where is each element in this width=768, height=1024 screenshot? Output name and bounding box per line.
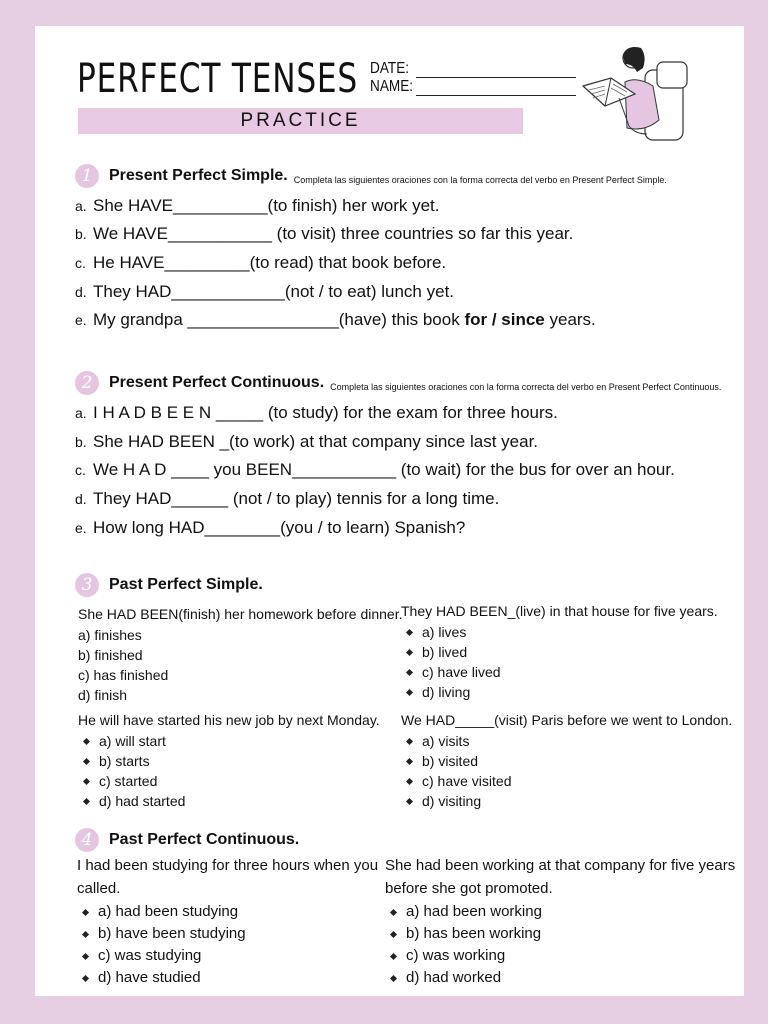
answer-option[interactable]: b) have been studying: [77, 923, 378, 945]
answer-option[interactable]: c) has finished: [78, 667, 169, 683]
answer-option[interactable]: c) was working: [385, 945, 735, 967]
section-3-header: [75, 573, 263, 597]
section-2-instruction: Completa las siguientes oraciones con la forma correcta del verbo en Present Perfect Continuous.: [330, 382, 722, 392]
practice-banner: PRACTICE: [78, 108, 523, 134]
question-block: [78, 710, 380, 811]
exercise-item[interactable]: d. They HAD____________(not / to eat) lunch yet.: [75, 282, 455, 301]
date-name-fields: [370, 60, 576, 96]
section-4-number: 4: [75, 828, 99, 852]
question-block: [77, 855, 378, 989]
question-block: [78, 604, 402, 705]
exercise-item[interactable]: d. They HAD______ (not / to play) tennis for a long time.: [75, 489, 500, 508]
answer-option[interactable]: a) visits: [401, 731, 732, 751]
bullet-icon: [83, 797, 90, 804]
answer-option[interactable]: d) had worked: [385, 967, 735, 989]
exercise-item[interactable]: c. He HAVE_________(to read) that book before.: [75, 253, 447, 272]
question-text-line-1: She had been working at that company for five years: [385, 857, 736, 874]
question-block: [385, 855, 735, 989]
question-text: She HAD BEEN(finish) her homework before dinner.: [78, 606, 403, 622]
question-text-line-2: before she got promoted.: [385, 880, 553, 897]
exercise-item[interactable]: c. We H A D ____ you BEEN___________ (to wait) for the bus for over an hour.: [75, 460, 675, 479]
section-4-title: Past Perfect Continuous.: [109, 831, 300, 848]
answer-option[interactable]: b) finished: [78, 647, 143, 663]
answer-option[interactable]: b) visited: [401, 751, 732, 771]
question-block: [401, 601, 718, 702]
answer-option[interactable]: d) visiting: [401, 791, 732, 811]
section-4-header: [75, 828, 299, 852]
name-label: NAME:: [370, 78, 414, 95]
bullet-icon: [406, 628, 413, 635]
question-text: He will have started his new job by next Monday.: [78, 712, 380, 728]
exercise-item[interactable]: a. She HAVE__________(to finish) her work yet.: [75, 196, 440, 215]
exercise-item[interactable]: e. How long HAD________(you / to learn) Spanish?: [75, 518, 466, 537]
bullet-icon: [82, 952, 89, 959]
bullet-icon: [82, 930, 89, 937]
bullet-icon: [390, 930, 397, 937]
answer-option[interactable]: c) was studying: [77, 945, 378, 967]
answer-option[interactable]: c) started: [78, 771, 380, 791]
answer-option[interactable]: c) have lived: [401, 662, 718, 682]
bullet-icon: [406, 737, 413, 744]
bullet-icon: [406, 777, 413, 784]
bullet-icon: [83, 757, 90, 764]
bullet-icon: [390, 974, 397, 981]
answer-option[interactable]: b) has been working: [385, 923, 735, 945]
bullet-icon: [406, 797, 413, 804]
answer-option[interactable]: d) finish: [78, 687, 128, 703]
bullet-icon: [82, 908, 89, 915]
student-reading-illustration: [575, 42, 705, 142]
answer-option[interactable]: a) will start: [78, 731, 380, 751]
section-3-title: Past Perfect Simple.: [109, 576, 263, 593]
section-1-title: Present Perfect Simple.: [109, 167, 288, 184]
exercise-item[interactable]: e. My grandpa ________________(have) this book for / since years.: [75, 310, 596, 329]
name-field[interactable]: [416, 81, 576, 96]
bullet-icon: [390, 952, 397, 959]
date-field[interactable]: [416, 63, 576, 78]
section-1-instruction: Completa las siguientes oraciones con la forma correcta del verbo en Present Perfect Simple.: [293, 175, 667, 185]
answer-option[interactable]: b) lived: [401, 642, 718, 662]
page-title: PERFECT TENSES: [77, 56, 358, 102]
date-label: DATE:: [370, 60, 410, 77]
answer-option[interactable]: a) had been studying: [77, 901, 378, 923]
section-2-number: 2: [75, 371, 99, 395]
answer-option[interactable]: d) living: [401, 682, 718, 702]
answer-option[interactable]: b) starts: [78, 751, 380, 771]
answer-option[interactable]: c) have visited: [401, 771, 732, 791]
bullet-icon: [406, 757, 413, 764]
question-text: They HAD BEEN_(live) in that house for five years.: [401, 603, 718, 619]
answer-option[interactable]: a) had been working: [385, 901, 735, 923]
bullet-icon: [406, 688, 413, 695]
answer-option[interactable]: d) have studied: [77, 967, 378, 989]
answer-option[interactable]: a) finishes: [78, 627, 142, 643]
bullet-icon: [390, 908, 397, 915]
question-block: [401, 710, 732, 811]
bullet-icon: [83, 777, 90, 784]
question-text-line-2: called.: [77, 880, 121, 897]
section-3-number: 3: [75, 573, 99, 597]
section-2-title: Present Perfect Continuous.: [109, 374, 325, 391]
exercise-item[interactable]: b. We HAVE___________ (to visit) three countries so far this year.: [75, 224, 574, 243]
question-text-line-1: I had been studying for three hours when you: [77, 857, 379, 874]
section-2-header: [75, 371, 721, 395]
exercise-item[interactable]: b. She HAD BEEN _(to work) at that company since last year.: [75, 432, 539, 451]
bullet-icon: [406, 668, 413, 675]
for-since-choice: for / since: [464, 310, 545, 329]
answer-option[interactable]: d) had started: [78, 791, 380, 811]
bullet-icon: [83, 737, 90, 744]
section-1-number: 1: [75, 164, 99, 188]
section-1-header: [75, 164, 667, 188]
answer-option[interactable]: a) lives: [401, 622, 718, 642]
bullet-icon: [82, 974, 89, 981]
question-text: We HAD_____(visit) Paris before we went to London.: [401, 712, 733, 728]
exercise-item[interactable]: a. I H A D B E E N _____ (to study) for the exam for three hours.: [75, 403, 558, 422]
worksheet-page: [35, 26, 744, 996]
bullet-icon: [406, 648, 413, 655]
